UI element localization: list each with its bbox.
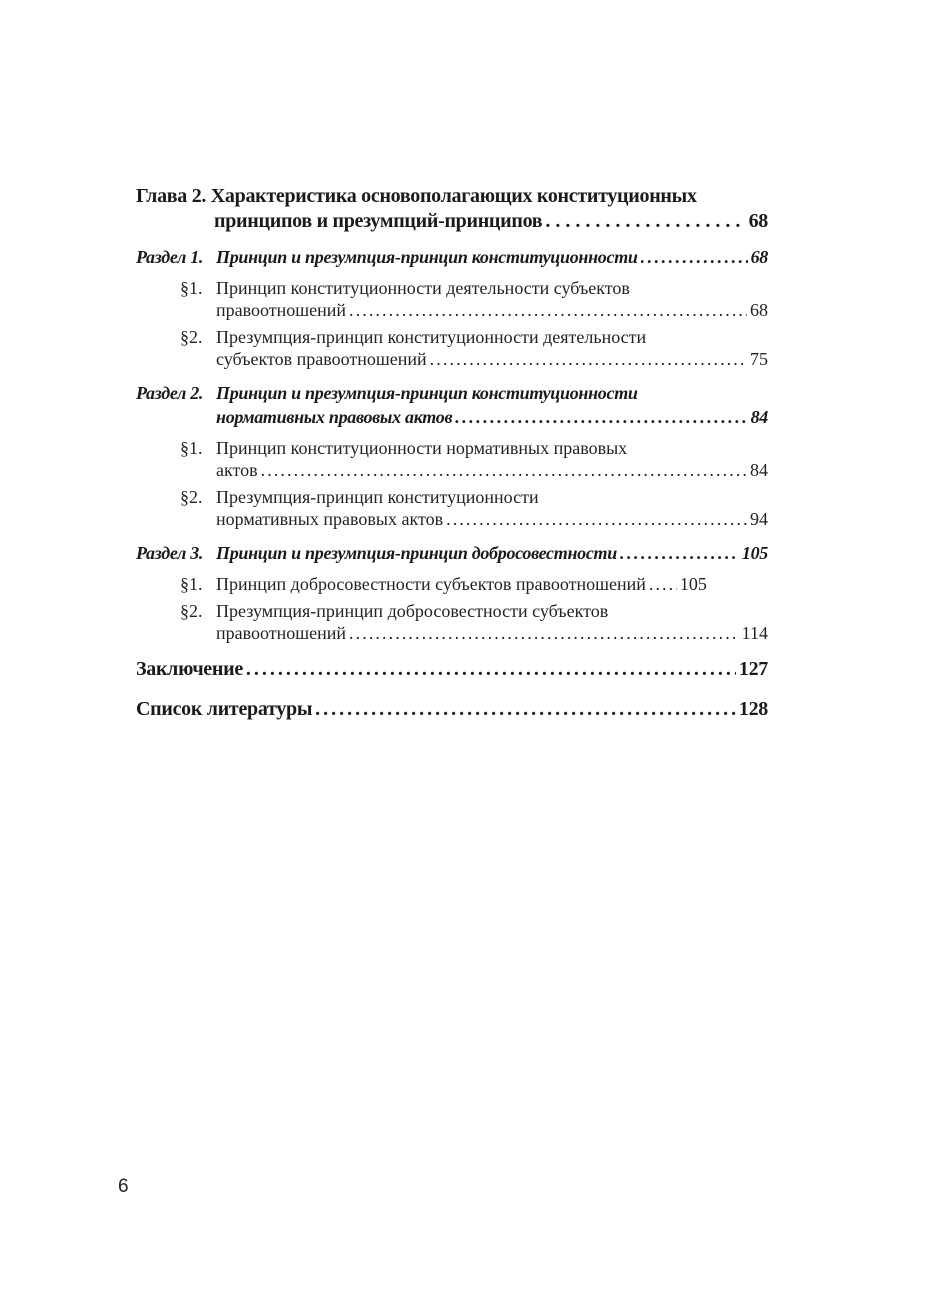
dot-leader — [261, 459, 747, 481]
toc-chapter-2[interactable] — [136, 184, 768, 234]
dot-leader — [349, 622, 739, 644]
dot-leader — [641, 245, 748, 269]
page-number: 84 — [750, 460, 768, 480]
dot-leader — [455, 405, 747, 429]
dot-leader — [649, 573, 677, 595]
toc-paragraph[interactable] — [136, 486, 768, 530]
dot-leader — [545, 209, 745, 234]
toc-paragraph[interactable] — [136, 277, 768, 321]
section-title-cont: нормативных правовых актов — [216, 407, 453, 427]
toc-paragraph[interactable] — [136, 326, 768, 370]
paragraph-symbol: §2. — [180, 327, 203, 347]
section-number: Раздел 3. — [136, 543, 204, 563]
toc-paragraph[interactable] — [136, 600, 768, 644]
paragraph-title-cont: нормативных правовых актов — [216, 509, 444, 529]
paragraph-title: Принцип добросовестности субъектов правоотношений — [216, 574, 646, 594]
page-number: 94 — [750, 509, 768, 529]
toc-paragraph[interactable] — [136, 437, 768, 481]
paragraph-symbol: §2. — [180, 487, 203, 507]
dot-leader — [430, 348, 747, 370]
dot-leader — [246, 656, 736, 682]
toc-bibliography[interactable] — [136, 696, 768, 722]
paragraph-title: Презумпция-принцип добросовестности субъектов — [216, 601, 609, 621]
toc-section-1[interactable] — [136, 245, 768, 269]
page-number: 75 — [750, 349, 768, 369]
page-number: 127 — [738, 658, 768, 680]
section-number: Раздел 1. — [136, 247, 204, 267]
paragraph-title-cont: актов — [216, 460, 258, 480]
toc-paragraph[interactable] — [136, 573, 768, 595]
page-number: 68 — [748, 210, 768, 232]
page-folio: 6 — [118, 1176, 129, 1197]
page-number: 114 — [741, 623, 768, 643]
page-number: 128 — [738, 698, 768, 720]
paragraph-title: Принцип конституционности деятельности субъектов — [216, 278, 630, 298]
chapter-title-line-2: принципов и презумпций-принципов — [214, 210, 543, 232]
page-number: 84 — [750, 407, 768, 427]
dot-leader — [349, 299, 747, 321]
paragraph-title: Принцип конституционности нормативных правовых — [216, 438, 628, 458]
section-title: Принцип и презумпция-принцип добросовестности — [216, 543, 617, 563]
paragraph-title: Презумпция-принцип конституционности деятельности — [216, 327, 647, 347]
paragraph-symbol: §2. — [180, 601, 203, 621]
dot-leader — [446, 508, 747, 530]
toc-section-3[interactable] — [136, 541, 768, 565]
conclusion-title: Заключение — [136, 658, 243, 680]
toc-conclusion[interactable] — [136, 656, 768, 682]
paragraph-title-cont: субъектов правоотношений — [216, 349, 427, 369]
section-number: Раздел 2. — [136, 383, 204, 403]
table-of-contents — [136, 184, 768, 722]
dot-leader — [620, 541, 739, 565]
paragraph-title: Презумпция-принцип конституционности — [216, 487, 539, 507]
page-number: 105 — [741, 543, 768, 563]
page-number: 68 — [750, 247, 768, 267]
paragraph-symbol: §1. — [180, 278, 203, 298]
section-title: Принцип и презумпция-принцип конституционности — [216, 247, 638, 267]
paragraph-symbol: §1. — [180, 438, 203, 458]
paragraph-title-cont: правоотношений — [216, 623, 347, 643]
section-title: Принцип и презумпция-принцип конституционности — [216, 383, 638, 403]
paragraph-title-cont: правоотношений — [216, 300, 347, 320]
page-number: 105 — [679, 574, 707, 594]
toc-section-2[interactable] — [136, 381, 768, 429]
bibliography-title: Список литературы — [136, 698, 313, 720]
chapter-title-line-1: Глава 2. Характеристика основополагающих конституционных — [136, 185, 697, 207]
page-number: 68 — [750, 300, 768, 320]
dot-leader — [315, 696, 736, 722]
paragraph-symbol: §1. — [180, 574, 203, 594]
